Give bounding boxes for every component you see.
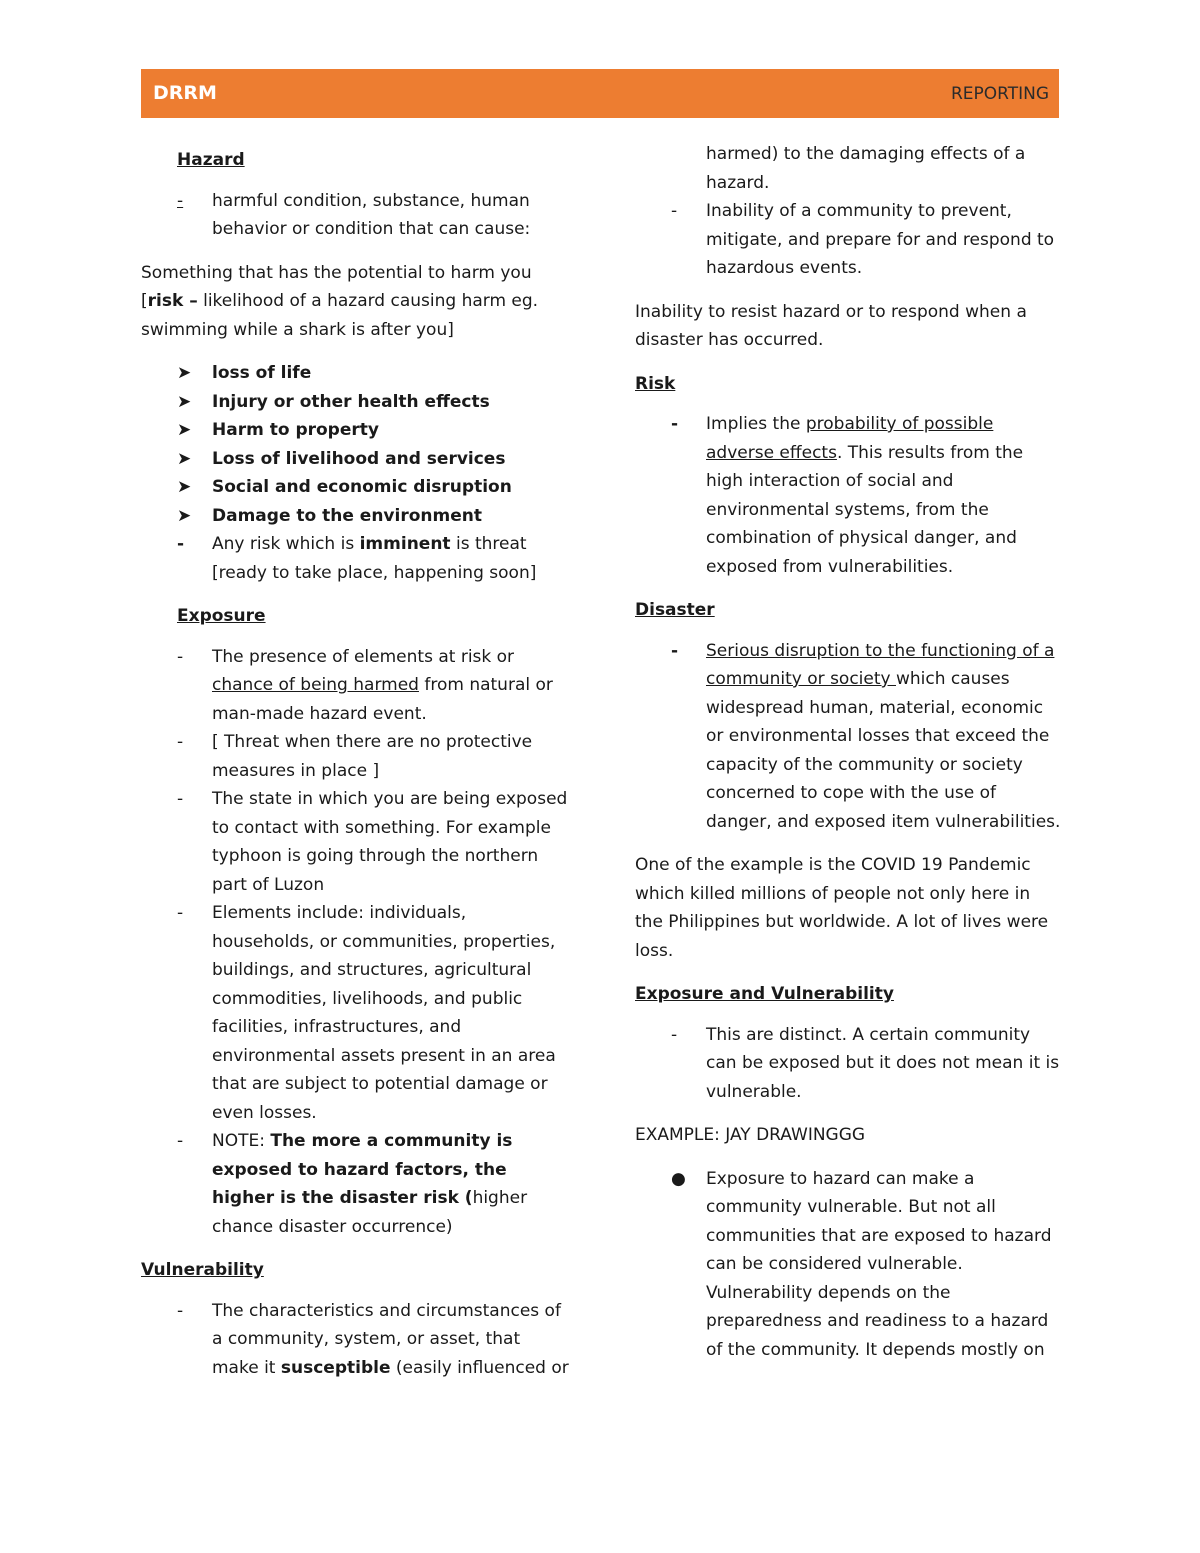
- list-item: [141, 643, 571, 729]
- exp-vul-bullet-text: Exposure to hazard can make a community vulnerable. But not all communities that are exposed to hazard can be considered vulnerable. Vulnerability depends on the preparedness and readiness to a hazard of the community. It depends mostly on: [706, 1168, 1052, 1360]
- list-item: [141, 785, 571, 899]
- dash-marker: -: [177, 534, 185, 554]
- arrow-icon: ➤: [177, 505, 192, 526]
- disaster-i1-underlined: Serious disruption to the functioning of a community or society: [706, 640, 1055, 689]
- dash-marker: -: [177, 732, 184, 752]
- dash-marker: -: [177, 190, 184, 211]
- arrow-icon: ➤: [177, 448, 192, 469]
- header-label: REPORTING: [950, 84, 1049, 104]
- exposure-i1-a: The presence of elements at risk or: [212, 646, 515, 667]
- inability-community-text: Inability of a community to prevent, mitigate, and prepare for and respond to hazardous events.: [706, 201, 1055, 278]
- dash-marker: -: [671, 1024, 678, 1045]
- list-item: [141, 473, 571, 502]
- effect-text: Injury or other health effects: [212, 391, 490, 412]
- vulnerability-i1-a: The characteristics and circumstances of a community, system, or asset, that make it: [212, 1300, 561, 1378]
- list-item: [141, 388, 571, 417]
- hazard-definition-text: harmful condition, substance, human behavior or condition that can cause:: [212, 190, 531, 239]
- dash-marker: -: [177, 1131, 184, 1151]
- risk-i1-b: . This results from the high interaction of social and environmental systems, from the combination of physical danger, and exposed from vulnerabilities.: [706, 442, 1024, 577]
- imminent-part2: is threat [ready to take place, happening soon]: [212, 534, 537, 583]
- heading-risk: Risk: [635, 373, 676, 394]
- exposure-list: [141, 643, 571, 1242]
- arrow-icon: ➤: [177, 420, 192, 440]
- vulnerability-i1-bold: susceptible: [280, 1357, 391, 1378]
- page-header: [141, 69, 1059, 118]
- list-item: [635, 637, 1063, 837]
- effect-text: Harm to property: [212, 420, 379, 440]
- example-line: EXAMPLE: JAY DRAWINGGG: [635, 1125, 866, 1145]
- hazard-paragraph: [141, 259, 571, 345]
- dash-marker: -: [177, 1300, 184, 1321]
- hazard-para-risk: risk –: [147, 291, 198, 311]
- hazard-effects-list: [141, 359, 571, 587]
- effect-text: Damage to the environment: [212, 505, 482, 526]
- header-title: DRRM: [153, 82, 217, 104]
- vulnerability-continued: harmed) to the damaging effects of a hazard.: [706, 144, 1026, 193]
- bullet-icon: ●: [671, 1168, 686, 1189]
- hazard-para-part1: Something that has the potential to harm you [: [141, 262, 532, 311]
- effect-text: Social and economic disruption: [212, 477, 512, 497]
- list-item: [635, 1021, 1063, 1107]
- list-item: [635, 410, 1063, 581]
- list-item: [141, 416, 571, 445]
- exposure-note-rest: higher chance disaster occurrence): [212, 1188, 528, 1237]
- risk-i1-underlined: probability of possible adverse effects: [706, 414, 994, 463]
- vulnerability-i1-c: (easily influenced or: [390, 1357, 569, 1378]
- hazard-definition: [141, 187, 571, 244]
- imminent-part1: Any risk which is: [212, 534, 360, 554]
- risk-i1-a: Implies the: [706, 414, 806, 434]
- arrow-icon: ➤: [177, 477, 192, 497]
- list-item: [141, 530, 571, 587]
- list-item: [141, 899, 571, 1127]
- list-item: [141, 1297, 571, 1383]
- dash-marker: -: [177, 789, 184, 809]
- list-item: [141, 359, 571, 388]
- disaster-example: One of the example is the COVID 19 Pandemic which killed millions of people not only here in the Philippines but worldwide. A lot of lives were loss.: [635, 855, 1049, 961]
- exp-vul-i1: This are distinct. A certain community can be exposed but it does not mean it is vulnerable.: [706, 1024, 1060, 1102]
- dash-marker: -: [177, 646, 184, 667]
- exposure-i4: Elements include: individuals, households, or communities, properties, buildings, and structures, agricultural commodities, livelihoods, and public facilities, infrastructures, and environmental assets present in an area that are subject to potential damage or even losses.: [212, 903, 556, 1123]
- disaster-i1-b: which causes widespread human, material, economic or environmental losses that exceed the capacity of the community or society concerned to cope with the use of danger, and exposed item vulnerabilities.: [706, 669, 1061, 832]
- dash-marker: -: [177, 903, 184, 923]
- heading-hazard: Hazard: [177, 150, 245, 170]
- dash-marker: -: [671, 201, 678, 221]
- dash-marker: -: [671, 640, 679, 661]
- arrow-icon: ➤: [177, 363, 192, 383]
- inability-paragraph: Inability to resist hazard or to respond when a disaster has occurred.: [635, 301, 1027, 350]
- right-column: [635, 140, 1063, 1364]
- list-item: [635, 197, 1063, 283]
- exposure-i1-underlined: chance of being harmed: [212, 675, 419, 695]
- hazard-para-part2: likelihood of a hazard causing harm eg. swimming while a shark is after you]: [141, 291, 539, 340]
- effect-text: Loss of livelihood and services: [212, 448, 506, 469]
- heading-disaster: Disaster: [635, 600, 715, 620]
- list-item: [635, 1165, 1063, 1365]
- dash-marker: -: [671, 414, 679, 434]
- exposure-note-bold: The more a community is exposed to hazard factors, the higher is the disaster risk (: [212, 1131, 513, 1208]
- left-column: [141, 140, 571, 1397]
- vulnerability-list: [141, 1297, 571, 1383]
- imminent-bold: imminent: [359, 534, 451, 554]
- exposure-note-label: NOTE:: [212, 1131, 271, 1151]
- exposure-i1-b: from natural or man-made hazard event.: [212, 675, 553, 724]
- list-item: [141, 445, 571, 474]
- exposure-i2: [ Threat when there are no protective measures in place ]: [212, 732, 533, 781]
- heading-vulnerability: Vulnerability: [141, 1260, 264, 1280]
- heading-exposure-vulnerability: Exposure and Vulnerability: [635, 984, 894, 1004]
- exposure-i3: The state in which you are being exposed to contact with something. For example typhoon is going through the northern part of Luzon: [212, 789, 568, 895]
- list-item: [141, 1127, 571, 1241]
- effect-text: loss of life: [212, 363, 312, 383]
- heading-exposure: Exposure: [177, 606, 266, 626]
- arrow-icon: ➤: [177, 391, 192, 412]
- list-item: [141, 502, 571, 531]
- list-item: [141, 728, 571, 785]
